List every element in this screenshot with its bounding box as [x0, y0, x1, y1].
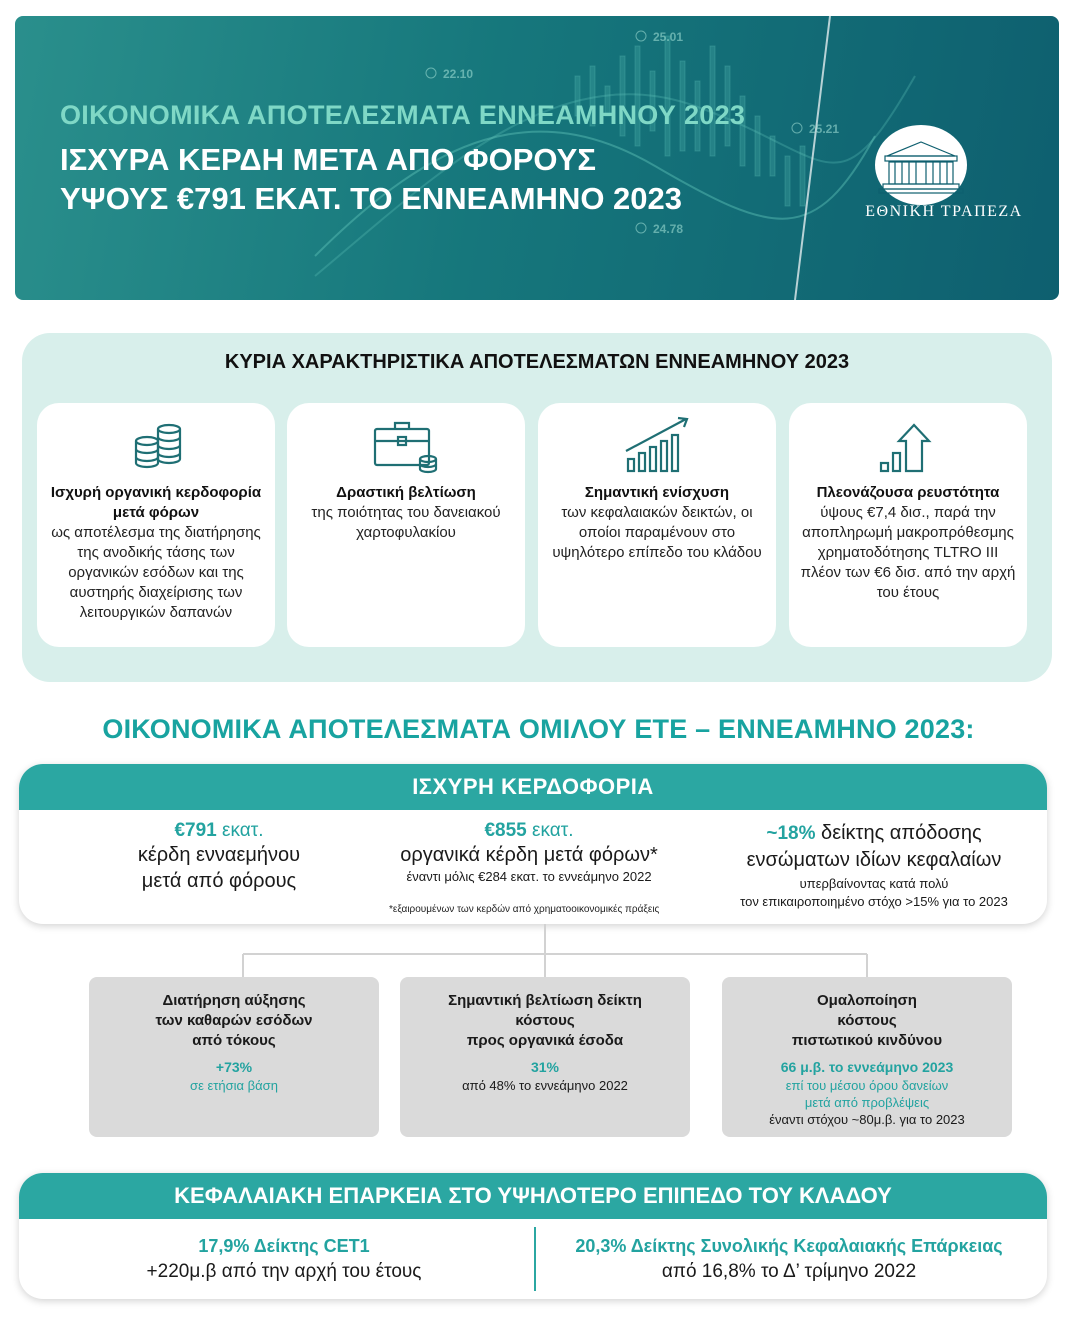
- cet1-sub: +220μ.β από την αρχή του έτους: [146, 1261, 422, 1282]
- box1-note: σε ετήσια βάση: [190, 1078, 278, 1093]
- key-card-3-text: των κεφαλαιακών δεικτών, οι οποίοι παραμένουν στο υψηλότερο επίπεδο του κλάδου: [552, 504, 762, 561]
- rote-sub1: υπερβαίνοντας κατά πολύ: [799, 876, 949, 891]
- box3-value: 66 μ.β. το εννεάμηνο 2023: [780, 1059, 954, 1075]
- profit-791-label2: μετά από φόρους: [141, 870, 297, 892]
- box-cost-income: [400, 977, 690, 1137]
- profitability-box: [19, 764, 1047, 924]
- key-card-profitability: [37, 403, 275, 647]
- rote-label1: δείκτης απόδοσης: [815, 822, 982, 844]
- total-capital-ratio: [544, 1233, 1034, 1285]
- header-subtitle: ΟΙΚΟΝΟΜΙΚΑ ΑΠΟΤΕΛΕΣΜΑΤΑ ΕΝΝΕΑΜΗΝΟΥ 2023: [60, 100, 746, 130]
- box3-note1: επί του μέσου όρου δανείων: [785, 1078, 949, 1093]
- header-title: [60, 140, 682, 218]
- box3-target: έναντι στόχου ~80μ.β. για το 2023: [769, 1112, 965, 1127]
- box-net-interest-income: [89, 977, 379, 1137]
- box2-value: 31%: [530, 1059, 560, 1075]
- header-title-line2: ΥΨΟΥΣ €791 ΕΚΑΤ. ΤΟ ΕΝΝΕΑΜΗΝΟ 2023: [60, 181, 683, 216]
- key-card-1-text: ως αποτέλεσμα της διατήρησης της ανοδικής τάσης των οργανικών εσόδων και της αυστηρής διαχείρισης των λειτουργικών δαπανών: [51, 524, 261, 621]
- key-card-4-text: ύψους €7,4 δισ., παρά την αποπληρωμή μακροπρόθεσμης χρηματοδότησης TLTRO III πλέον των €6 δισ. από την αρχή του έτους: [800, 504, 1016, 601]
- bg-tick-2: 22.10: [443, 67, 474, 81]
- tcr-value: 20,3% Δείκτης Συνολικής Κεφαλαιακής Επάρκειας: [575, 1236, 1003, 1256]
- profit-855-value: €855: [484, 820, 527, 841]
- profit-791-value: €791: [174, 820, 217, 841]
- profit-855-unit: εκατ.: [526, 820, 574, 841]
- box3-head3: πιστωτικού κινδύνου: [791, 1032, 943, 1049]
- key-features-panel: [22, 333, 1052, 682]
- box3-head2: κόστους: [837, 1012, 897, 1029]
- rote-ratio: [709, 820, 1039, 911]
- box2-head3: προς οργανικά έσοδα: [466, 1032, 624, 1049]
- coins-stack-icon: [37, 415, 275, 475]
- box1-value: +73%: [215, 1059, 253, 1075]
- box2-head1: Σημαντική βελτίωση δείκτη: [448, 992, 642, 1009]
- bank-logo-text: ΕΘΝΙΚΗ ΤΡΑΠΕΖΑ: [865, 203, 1023, 220]
- rote-label2: ενσώματων ιδίων κεφαλαίων: [746, 849, 1002, 871]
- key-card-1-bold: Ισχυρή οργανική κερδοφορία μετά φόρων: [50, 484, 262, 521]
- profit-after-tax: [79, 820, 359, 894]
- footnote: *εξαιρουμένων των κερδών από χρηματοοικονομικές πράξεις: [389, 904, 660, 915]
- header-banner: [15, 16, 1059, 300]
- key-card-3-bold: Σημαντική ενίσχυση: [584, 484, 730, 501]
- capital-divider: [534, 1227, 536, 1291]
- key-features-title: ΚΥΡΙΑ ΧΑΡΑΚΤΗΡΙΣΤΙΚΑ ΑΠΟΤΕΛΕΣΜΑΤΩΝ ΕΝΝΕΑΜΗΝΟΥ 2023: [224, 351, 850, 373]
- box3-head1: Ομαλοποίηση: [817, 992, 917, 1009]
- bars-up-arrow-icon: [789, 415, 1027, 475]
- bg-tick-4: 24.78: [653, 222, 684, 236]
- key-card-2-text: της ποιότητας του δανειακού χαρτοφυλακίου: [311, 504, 501, 541]
- rote-sub2: τον επικαιροποιημένο στόχο >15% για το 2023: [740, 894, 1008, 909]
- profit-791-unit: εκατ.: [216, 820, 264, 841]
- cet1-value: 17,9% Δείκτης CET1: [198, 1236, 370, 1256]
- rote-value: ~18%: [766, 823, 816, 844]
- capital-adequacy-box: [19, 1173, 1047, 1299]
- profit-791-label1: κέρδη ενναεμήνου: [137, 844, 301, 866]
- organic-profit: [369, 820, 689, 886]
- box1-head3: από τόκους: [192, 1032, 276, 1049]
- profitability-heading: ΙΣΧΥΡΗ ΚΕΡΔΟΦΟΡΙΑ: [19, 764, 1047, 810]
- profit-855-label: οργανικά κέρδη μετά φόρων*: [400, 844, 658, 866]
- box3-note2: μετά από προβλέψεις: [804, 1095, 930, 1110]
- profit-855-compare: έναντι μόλις €284 εκατ. το εννεάμηνο 2022: [406, 869, 652, 884]
- bg-tick-1: 25.01: [653, 30, 684, 44]
- box2-note: από 48% το εννεάμηνο 2022: [462, 1078, 628, 1093]
- key-card-loan-quality: [287, 403, 525, 647]
- box2-head2: κόστους: [515, 1012, 575, 1029]
- key-card-2-bold: Δραστική βελτίωση: [336, 484, 476, 501]
- box1-head2: των καθαρών εσόδων: [155, 1012, 313, 1029]
- group-results-title: ΟΙΚΟΝΟΜΙΚΑ ΑΠΟΤΕΛΕΣΜΑΤΑ ΟΜΙΛΟΥ ΕΤΕ – ΕΝΝΕΑΜΗΝΟ 2023:: [102, 714, 975, 744]
- header-title-line1: ΙΣΧΥΡΑ ΚΕΡΔΗ ΜΕΤΑ ΑΠΟ ΦΟΡΟΥΣ: [60, 142, 596, 177]
- box1-head1: Διατήρηση αύξησης: [162, 992, 306, 1009]
- capital-heading: ΚΕΦΑΛΑΙΑΚΗ ΕΠΑΡΚΕΙΑ ΣΤΟ ΥΨΗΛΟΤΕΡΟ ΕΠΙΠΕΔΟ ΤΟΥ ΚΛΑΔΟΥ: [19, 1173, 1047, 1219]
- cet1-ratio: [39, 1233, 529, 1285]
- key-card-4-bold: Πλεονάζουσα ρευστότητα: [816, 484, 1000, 501]
- bg-tick-3: 25.21: [809, 122, 840, 136]
- key-card-liquidity: [789, 403, 1027, 647]
- growth-chart-icon: [538, 415, 776, 475]
- key-card-capital-ratios: [538, 403, 776, 647]
- tcr-sub: από 16,8% το Δ’ τρίμηνο 2022: [661, 1261, 917, 1282]
- briefcase-coins-icon: [287, 415, 525, 475]
- box-cost-of-risk: [722, 977, 1012, 1137]
